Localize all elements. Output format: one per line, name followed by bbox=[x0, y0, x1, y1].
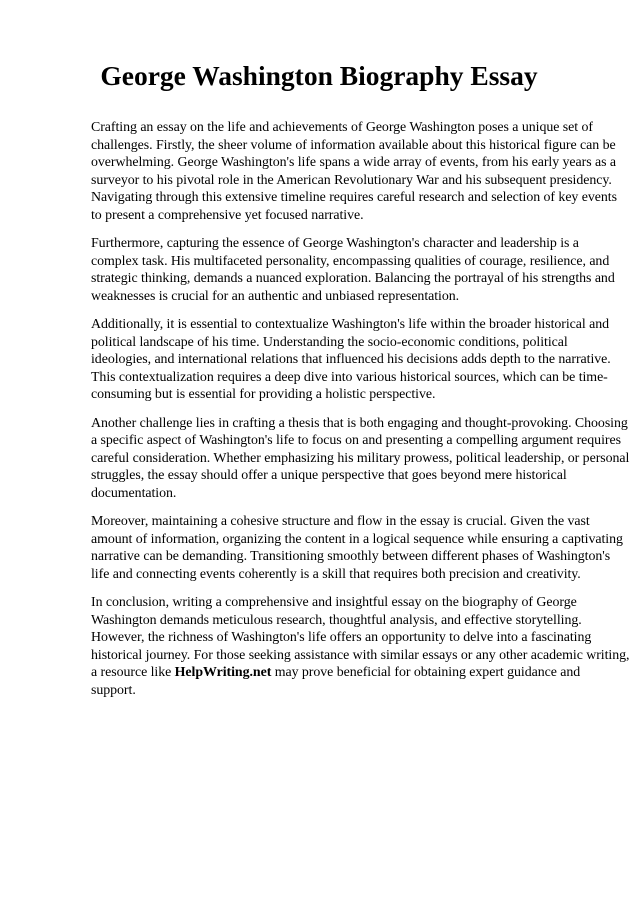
text-line: Furthermore, capturing the essence of George Washington's character and leadership is a bbox=[91, 236, 579, 251]
text-line: This contextualization requires a deep dive into various historical sources, which can be time- bbox=[91, 369, 608, 385]
helpwriting-link[interactable]: HelpWriting.net bbox=[174, 665, 272, 680]
text-line: strategic thinking, demands a nuanced exploration. Balancing the portrayal of his strengths and bbox=[91, 271, 615, 286]
paragraph-5 bbox=[91, 513, 623, 583]
text-segment: a resource like bbox=[91, 665, 175, 680]
text-line: Additionally, it is essential to contextualize Washington's life within the broader historical and bbox=[91, 317, 610, 332]
text-line: amount of information, organizing the content in a logical sequence while ensuring a captivating bbox=[91, 531, 623, 547]
paragraph-4 bbox=[91, 415, 630, 503]
essay-body bbox=[91, 119, 630, 710]
text-line: to present a comprehensive yet focused narrative. bbox=[91, 207, 364, 223]
text-line: consuming but is essential for providing a holistic perspective. bbox=[91, 387, 436, 402]
text-line: a specific aspect of Washington's life to focus on and presenting a compelling argument requires bbox=[91, 433, 621, 448]
text-line: challenges. Firstly, the sheer volume of information available about this historical figure can be bbox=[91, 137, 616, 153]
text-line: historical journey. For those seeking assistance with similar essays or any other academic writing, bbox=[91, 647, 630, 663]
text-line: documentation. bbox=[91, 485, 177, 501]
text-line: struggles, the essay should offer a unique perspective that goes beyond mere historical bbox=[91, 468, 567, 483]
text-line: Another challenge lies in crafting a thesis that is both engaging and thought-provoking. Choosing bbox=[91, 415, 628, 431]
text-line: narrative can be demanding. Transitioning smoothly between different phases of Washington's bbox=[91, 549, 611, 564]
text-line: surveyor to his pivotal role in the American Revolutionary War and his subsequent presidency. bbox=[91, 172, 612, 188]
text-line: Navigating through this extensive timeline requires careful research and selection of key events bbox=[91, 190, 617, 205]
text-line: political landscape of his time. Understanding the socio-economic conditions, political bbox=[91, 334, 568, 350]
text-line: complex task. His multifaceted personality, encompassing qualities of courage, resilience, and bbox=[91, 253, 610, 269]
text-line: In conclusion, writing a comprehensive and insightful essay on the biography of George bbox=[91, 595, 577, 610]
text-line: Moreover, maintaining a cohesive structure and flow in the essay is crucial. Given the vast bbox=[91, 514, 590, 529]
text-line: careful consideration. Whether emphasizing his military prowess, political leadership, or personal bbox=[91, 450, 630, 466]
paragraph-1 bbox=[91, 119, 617, 224]
text-line bbox=[91, 664, 606, 682]
paragraph-3 bbox=[91, 316, 611, 404]
paragraph-2 bbox=[91, 235, 615, 305]
text-line: life and connecting events coherently is a skill that requires both precision and creativity. bbox=[91, 566, 581, 582]
page-title: George Washington Biography Essay bbox=[100, 60, 538, 91]
text-line: Washington demands meticulous research, thoughtful analysis, and effective storytelling. bbox=[91, 612, 582, 628]
text-line: weaknesses is crucial for an authentic and unbiased representation. bbox=[91, 288, 460, 304]
paragraph-6 bbox=[91, 594, 630, 699]
text-line: However, the richness of Washington's life offers an opportunity to delve into a fascinating bbox=[91, 630, 592, 645]
text-segment: may prove beneficial for obtaining expert guidance and bbox=[271, 665, 581, 680]
text-line: Crafting an essay on the life and achievements of George Washington poses a unique set of bbox=[91, 120, 593, 135]
text-line: support. bbox=[91, 682, 136, 698]
text-line: overwhelming. George Washington's life spans a wide array of events, from his early years as a bbox=[91, 155, 617, 170]
text-line: ideologies, and international relations that influenced his decisions adds depth to the narrative. bbox=[91, 352, 611, 367]
